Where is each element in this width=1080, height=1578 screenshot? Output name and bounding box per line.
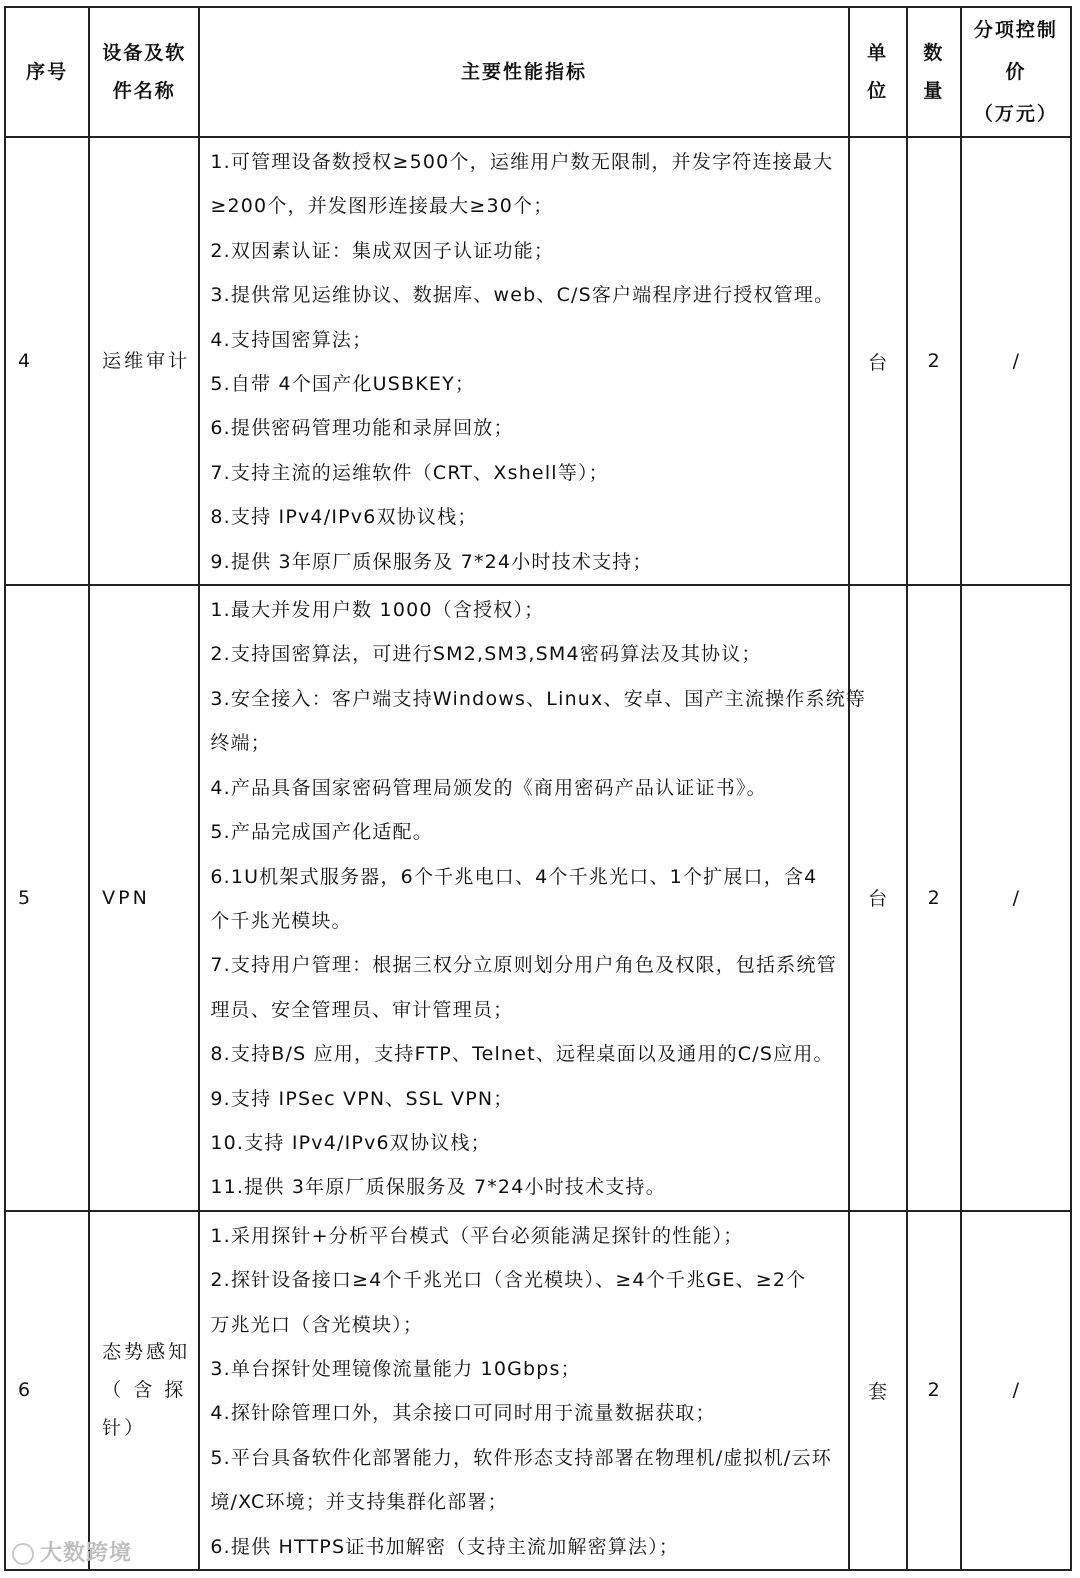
spec-line: 境/XC环境；并支持集群化部署； bbox=[210, 1491, 508, 1514]
header-name: 设备及软 件名称 bbox=[89, 7, 199, 137]
header-qty: 数 量 bbox=[907, 7, 961, 137]
spec-line: 4.支持国密算法； bbox=[210, 328, 373, 351]
header-row bbox=[5, 7, 1071, 137]
spec-line: 3.安全接入：客户端支持Windows、Linux、安卓、国产主流操作系统等 bbox=[210, 687, 867, 710]
spec-line: 1.最大并发用户数 1000（含授权）； bbox=[210, 599, 545, 622]
spec-line: 4.产品具备国家密码管理局颁发的《商用密码产品认证证书》。 bbox=[210, 776, 767, 799]
spec-line: 6.提供 HTTPS证书加解密（支持主流加解密算法）； bbox=[210, 1535, 680, 1558]
spec-list bbox=[199, 1211, 848, 1570]
header-spec: 主要性能指标 bbox=[199, 7, 848, 137]
spec-line: 2.探针设备接口≥4个千兆光口（含光模块）、≥4个千兆GE、≥2个 bbox=[210, 1269, 807, 1292]
spec-line: 5.自带 4个国产化USBKEY； bbox=[210, 373, 476, 396]
row-number: 5 bbox=[5, 585, 89, 1211]
row-number: 4 bbox=[5, 137, 89, 585]
spec-line: 万兆光口（含光模块）； bbox=[210, 1313, 424, 1336]
price: / bbox=[961, 137, 1071, 585]
header-unit: 单 位 bbox=[849, 7, 907, 137]
spec-line: 5.产品完成国产化适配。 bbox=[210, 821, 433, 844]
spec-line: 11.提供 3年原厂质保服务及 7*24小时技术支持。 bbox=[210, 1176, 666, 1199]
spec-line: 6.提供密码管理功能和录屏回放； bbox=[210, 417, 514, 440]
quantity: 2 bbox=[907, 1211, 961, 1570]
spec-line: 6.1U机架式服务器，6个千兆电口、4个千兆光口、1个扩展口，含4 bbox=[210, 865, 818, 888]
header-price: 分项控制 价 （万元） bbox=[961, 7, 1071, 137]
quantity: 2 bbox=[907, 137, 961, 585]
spec-line: 8.支持 IPv4/IPv6双协议栈； bbox=[210, 506, 478, 529]
table-row bbox=[5, 137, 1071, 585]
unit: 台 bbox=[849, 585, 907, 1211]
quantity: 2 bbox=[907, 585, 961, 1211]
procurement-table bbox=[4, 6, 1072, 1571]
spec-line: 2.支持国密算法，可进行SM2,SM3,SM4密码算法及其协议； bbox=[210, 643, 762, 666]
spec-line: 7.支持主流的运维软件（CRT、Xshell等）； bbox=[210, 461, 609, 484]
spec-line: 5.平台具备软件化部署能力，软件形态支持部署在物理机/虚拟机/云环 bbox=[210, 1446, 832, 1469]
header-no: 序号 bbox=[5, 7, 89, 137]
unit: 套 bbox=[849, 1211, 907, 1570]
spec-line: 理员、安全管理员、审计管理员； bbox=[210, 998, 514, 1021]
spec-list bbox=[199, 585, 867, 1211]
table-row bbox=[5, 585, 1071, 1211]
spec-line: 7.支持用户管理：根据三权分立原则划分用户角色及权限，包括系统管 bbox=[210, 954, 837, 977]
spec-line: ≥200个，并发图形连接最大≥30个； bbox=[210, 195, 554, 218]
device-name: 运维审计 bbox=[89, 137, 199, 585]
spec-line: 3.提供常见运维协议、数据库、web、C/S客户端程序进行授权管理。 bbox=[210, 284, 835, 307]
spec-line: 9.提供 3年原厂质保服务及 7*24小时技术支持； bbox=[210, 550, 653, 573]
spec-line: 1.采用探针+分析平台模式（平台必须能满足探针的性能）； bbox=[210, 1224, 744, 1247]
spec-line: 8.支持B/S 应用，支持FTP、Telnet、远程桌面以及通用的C/S应用。 bbox=[210, 1043, 834, 1066]
price: / bbox=[961, 585, 1071, 1211]
device-name: VPN bbox=[89, 585, 199, 1211]
spec-line: 个千兆光模块。 bbox=[210, 909, 352, 932]
watermark: 大数跨境 bbox=[12, 1536, 132, 1567]
spec-line: 终端； bbox=[210, 732, 271, 755]
spec-line: 4.探针除管理口外，其余接口可同时用于流量数据获取； bbox=[210, 1402, 716, 1425]
watermark-logo-icon bbox=[12, 1543, 34, 1565]
spec-line: 1.可管理设备数授权≥500个，运维用户数无限制，并发字符连接最大 bbox=[210, 151, 834, 173]
unit: 台 bbox=[849, 137, 907, 585]
device-name: 态势感知 （ 含 探 针） bbox=[89, 1211, 199, 1570]
spec-line: 10.支持 IPv4/IPv6双协议栈； bbox=[210, 1131, 491, 1154]
spec-line: 3.单台探针处理镜像流量能力 10Gbps； bbox=[210, 1357, 581, 1380]
spec-line: 2.双因素认证：集成双因子认证功能； bbox=[210, 239, 555, 262]
spec-line: 9.支持 IPSec VPN、SSL VPN； bbox=[210, 1087, 514, 1110]
price: / bbox=[961, 1211, 1071, 1570]
row-number: 6 bbox=[5, 1211, 89, 1570]
table-row bbox=[5, 1211, 1071, 1570]
spec-list bbox=[199, 137, 848, 585]
